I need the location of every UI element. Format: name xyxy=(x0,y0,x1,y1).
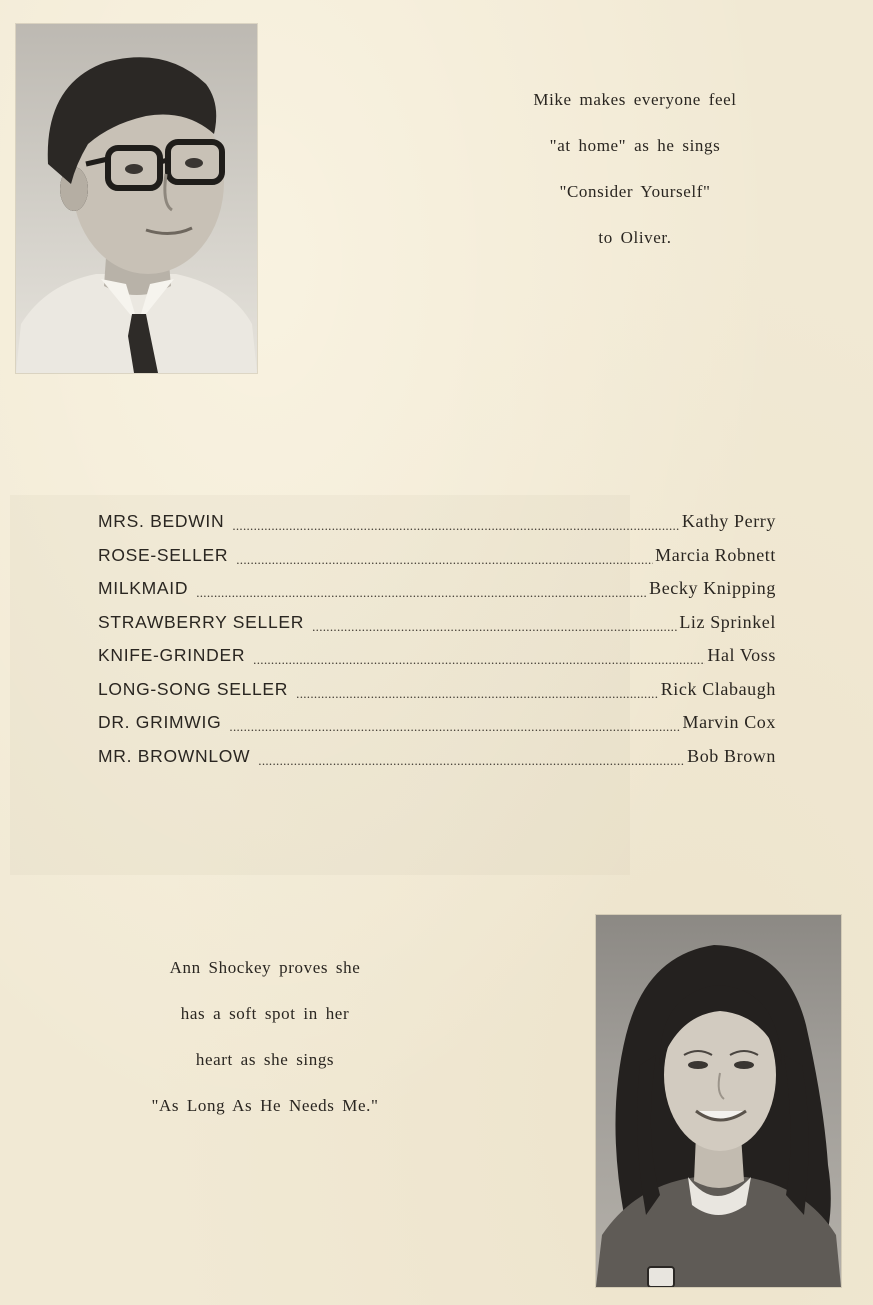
cast-role: ROSE-SELLER xyxy=(98,544,229,565)
ann-caption xyxy=(80,945,450,1129)
cast-actor: Marvin Cox xyxy=(682,712,776,732)
cast-row xyxy=(98,578,776,612)
caption-line: Ann Shockey proves she xyxy=(169,958,361,977)
caption-line: heart as she sings xyxy=(195,1050,335,1069)
portrait-photo-young-man-glasses-icon xyxy=(16,24,257,373)
caption-line: "at home" as he sings xyxy=(549,136,721,155)
cast-row xyxy=(98,545,776,579)
dot-leader xyxy=(196,581,647,601)
cast-actor: Marcia Robnett xyxy=(655,544,776,565)
dot-leader xyxy=(229,715,680,735)
portrait-photo-young-woman-long-hair-icon xyxy=(596,915,841,1287)
cast-list xyxy=(98,511,776,779)
cast-row xyxy=(98,645,776,679)
dot-leader xyxy=(232,514,680,534)
ann-portrait-photo xyxy=(596,915,841,1287)
cast-row xyxy=(98,712,776,746)
mike-portrait-photo xyxy=(16,24,257,373)
cast-role: MRS. BEDWIN xyxy=(98,511,225,531)
dot-leader xyxy=(296,682,659,702)
cast-role: MR. BROWNLOW xyxy=(98,745,251,766)
cast-role: STRAWBERRY SELLER xyxy=(98,611,305,632)
cast-actor: Becky Knipping xyxy=(649,578,776,598)
cast-row xyxy=(98,612,776,646)
cast-role: DR. GRIMWIG xyxy=(98,712,222,732)
mike-caption xyxy=(470,77,800,261)
dot-leader xyxy=(258,749,685,769)
cast-actor: Hal Voss xyxy=(707,645,776,665)
cast-actor: Liz Sprinkel xyxy=(679,611,776,632)
dot-leader xyxy=(253,648,705,668)
cast-actor: Kathy Perry xyxy=(681,511,776,531)
caption-line: "Consider Yourself" xyxy=(559,182,711,201)
caption-line: has a soft spot in her xyxy=(180,1004,350,1023)
caption-line: Mike makes everyone feel xyxy=(533,90,737,109)
cast-role: LONG-SONG SELLER xyxy=(98,678,289,699)
cast-row xyxy=(98,511,776,545)
cast-role: KNIFE-GRINDER xyxy=(98,645,246,665)
dot-leader xyxy=(236,548,653,568)
cast-row xyxy=(98,679,776,713)
caption-line: to Oliver. xyxy=(598,228,672,247)
caption-line: "As Long As He Needs Me." xyxy=(151,1096,379,1115)
cast-actor: Bob Brown xyxy=(687,745,776,766)
dot-leader xyxy=(312,615,677,635)
cast-actor: Rick Clabaugh xyxy=(660,678,776,699)
cast-row xyxy=(98,746,776,780)
cast-role: MILKMAID xyxy=(98,578,189,598)
